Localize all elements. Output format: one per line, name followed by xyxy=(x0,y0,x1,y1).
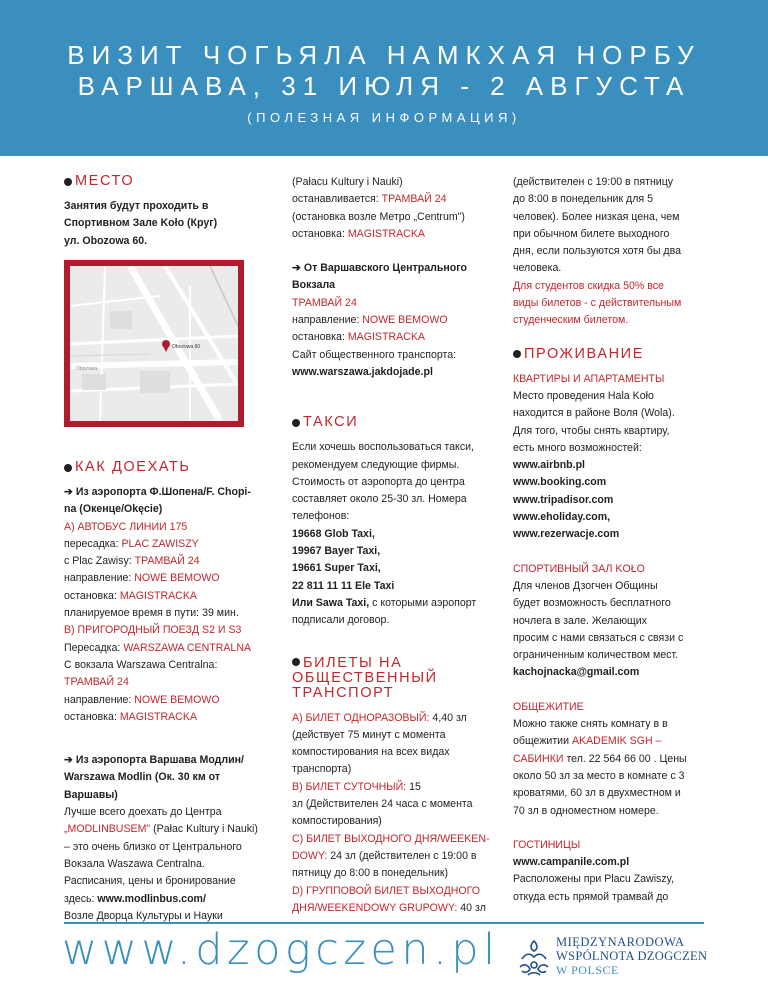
hall-text-3: ночлега в зале. Желающих xyxy=(513,614,647,627)
page-subtitle: (ПОЛЕЗНАЯ ИНФОРМАЦИЯ) xyxy=(247,110,521,125)
transport-site-label: Сайт общественного транспорта: xyxy=(292,348,457,361)
ticket-a: А) БИЛЕТ ОДНОРАЗОВЫЙ: 4,40 зл xyxy=(292,711,467,724)
jakdojade-link[interactable]: www.warszawa.jakdojade.pl xyxy=(292,365,433,378)
taxi-number-5: Или Sawa Taxi, с которыми аэропорт xyxy=(292,596,477,609)
taxi-number-4: 22 811 11 11 Ele Taxi xyxy=(292,579,395,592)
bullet-icon xyxy=(292,419,300,427)
section-heading-accommodation: ПРОЖИВАНИЕ xyxy=(513,347,713,362)
ticket-d: D) ГРУППОВОЙ БИЛЕТ ВЫХОДНОГО xyxy=(292,884,481,897)
stop-1: остановка: MAGISTRACKA xyxy=(64,589,197,602)
logo-text-line2: WSPÓLNOTA DZOGCZEN xyxy=(556,949,708,963)
hall-text-1: Для членов Дзогчен Общины xyxy=(513,579,658,592)
dorm-text-3: САБИНКИ тел. 22 564 66 00 . Цены xyxy=(513,752,687,765)
ticket-b-3: компостирования) xyxy=(292,815,382,828)
page-title-line1: ВИЗИТ ЧОГЬЯЛА НАМКХАЯ НОРБУ xyxy=(67,40,701,70)
train-line: B) ПРИГОРОДНЫЙ ПОЕЗД S2 И S3 xyxy=(64,624,242,637)
modlin-text-1: Лучше всего доехать до Центра xyxy=(64,806,222,819)
section-heading-place: МЕСТО xyxy=(64,174,264,189)
arrow-right-icon: ➔ xyxy=(64,754,76,767)
modlinbus-link[interactable]: www.modlinbus.com/ xyxy=(97,892,206,905)
bullet-icon xyxy=(64,464,72,472)
stop-2: остановка: MAGISTRACKA xyxy=(64,710,197,723)
how-to-get-section xyxy=(64,460,264,925)
arrow-right-icon: ➔ xyxy=(292,262,304,275)
rezerwacje-link[interactable]: www.rezerwacje.com xyxy=(513,528,620,541)
modlin-text-5: Расписания, цены и бронирование xyxy=(64,875,236,888)
taxi-text-4: составляет около 25-30 зл. Номера xyxy=(292,493,467,506)
col3-text-1: (действителен с 19:00 в пятницу xyxy=(513,176,674,188)
modlin-heading-3: Варшавы) xyxy=(64,788,118,801)
from-plac: с Plac Zawisy: ТРАМВАЙ 24 xyxy=(64,555,200,568)
dorm-text-6: 70 зл в одноместном номере. xyxy=(513,804,659,817)
subheading-sports-hall: СПОРТИВНЫЙ ЗАЛ KOŁO xyxy=(513,562,645,575)
campanile-link[interactable]: www.campanile.com.pl xyxy=(513,856,630,869)
col3-text-2: до 8:00 в понедельник для 5 xyxy=(513,193,653,206)
col3-text-5: дня, если пользуются хотя бы два xyxy=(513,245,682,258)
ticket-a-2: (действует 75 минут с момента xyxy=(292,728,446,741)
logo-text-line3: W POLSCE xyxy=(556,963,619,977)
location-map[interactable] xyxy=(64,260,244,427)
logo-text-line1: MIĘDZYNARODOWA xyxy=(556,935,685,949)
tripadvisor-link[interactable]: www.tripadisor.com xyxy=(513,493,614,506)
col2-text-3: (остановка возле Метро „Centrum") xyxy=(292,210,465,223)
section-heading-how: КАК ДОЕХАТЬ xyxy=(64,460,264,475)
ticket-c-3: пятницу до 8:00 в понедельник) xyxy=(292,867,449,880)
page-title-line2: ВАРШАВА, 31 ИЮЛЯ - 2 АВГУСТА xyxy=(77,71,691,101)
place-line3: ул. Obozowa 60. xyxy=(64,234,148,247)
central-tram: ТРАМВАЙ 24 xyxy=(292,296,357,309)
bullet-icon xyxy=(292,658,300,666)
modlin-text-7: Возле Дворца Культуры и Науки xyxy=(64,909,223,922)
taxi-text-2: рекомендуем следующие фирмы. xyxy=(292,458,460,471)
place-line2: Спортивном Зале Koło (Круг) xyxy=(64,217,218,230)
dorm-text-5: кроватями, 60 зл в двухместном и xyxy=(513,787,681,800)
footer-divider xyxy=(64,922,704,924)
map-graphic xyxy=(70,266,238,421)
direction-2: направление: NOWE BEMOWO xyxy=(64,693,220,706)
modlin-text-3: – это очень близко от Центрального xyxy=(64,840,242,853)
modlin-heading-2: Warszawa Modlin (Ок. 30 км от xyxy=(64,771,221,784)
airport-chopin-heading: ➔ Из аэропорта Ф.Шопена/F. Chopi- xyxy=(64,486,251,498)
apartments-text-3: Для того, чтобы снять квартиру, xyxy=(513,424,670,437)
taxi-text-1: Если хочешь воспользоваться такси, xyxy=(292,441,474,454)
tram-24: ТРАМВАЙ 24 xyxy=(64,676,129,689)
student-note-1: Для студентов скидка 50% все xyxy=(513,279,664,292)
central-direction: направление: NOWE BEMOWO xyxy=(292,314,448,327)
modlin-heading: ➔ Из аэропорта Варшава Модлин/ xyxy=(64,754,244,767)
hotels-text-1: Расположены при Placu Zawiszy, xyxy=(513,873,675,886)
taxi-number-3: 19661 Super Taxi, xyxy=(292,562,381,575)
central-heading-2: Вокзала xyxy=(292,279,336,292)
bullet-icon xyxy=(64,178,72,186)
community-logo xyxy=(516,935,706,981)
transfer-2: Пересадка: WARSZAWA CENTRALNA xyxy=(64,641,252,654)
header-banner xyxy=(0,0,768,156)
apartments-text-1: Место проведения Hala Koło xyxy=(513,389,654,402)
hotels-text-2: откуда есть прямой трамвай до xyxy=(513,890,669,903)
eholiday-link[interactable]: www.eholiday.com, xyxy=(513,511,611,524)
central-heading: ➔ От Варшавского Центрального xyxy=(292,262,467,275)
dorm-text-1: Можно также снять комнату в в xyxy=(513,718,668,731)
dzogchen-community-emblem-icon xyxy=(516,937,552,979)
central-stop: остановка: MAGISTRACKA xyxy=(292,331,425,344)
section-heading-taxi: ТАКСИ xyxy=(292,415,492,430)
taxi-number-1: 19668 Glob Taxi, xyxy=(292,527,375,540)
contact-email-link[interactable]: kachojnacka@gmail.com xyxy=(513,666,640,679)
direction-1: направление: NOWE BEMOWO xyxy=(64,572,220,585)
modlin-text-2: „MODLINBUSEM" (Pałac Kultury i Nauki) xyxy=(64,823,258,836)
col2-text-1: (Pałacu Kultury i Nauki) xyxy=(292,176,403,188)
arrow-right-icon: ➔ xyxy=(64,486,76,498)
ticket-d-2: ДНЯ/WEEKENDOWY GRUPOWY: 40 зл xyxy=(292,901,486,914)
airport-chopin-heading-2: na (Окенце/Okęcie) xyxy=(64,503,163,516)
transfer-1: пересадка: PLAC ZAWISZY xyxy=(64,537,199,550)
col3-text-6: человека. xyxy=(513,262,562,275)
travel-time: планируемое время в пути: 39 мин. xyxy=(64,607,239,620)
taxi-text-5: телефонов: xyxy=(292,510,350,523)
apartments-text-4: есть много возможностей: xyxy=(513,441,642,454)
ticket-a-3: компостирования на всех видах xyxy=(292,746,450,759)
ticket-c-2: DOWY: 24 зл (действителен с 19:00 в xyxy=(292,849,477,862)
column-right xyxy=(513,174,713,906)
hall-text-5: ограниченным количеством мест. xyxy=(513,649,679,662)
modlin-text-6: здесь: www.modlinbus.com/ xyxy=(64,892,206,905)
taxi-text-3: Стоимость от аэропорта до центра xyxy=(292,475,465,488)
dorm-text-2: общежитии AKADEMIK SGH – xyxy=(513,735,662,748)
booking-link[interactable]: www.booking.com xyxy=(513,476,607,489)
column-middle xyxy=(292,174,492,917)
col3-text-4: при обычном билете выходного xyxy=(513,227,670,240)
dorm-text-4: около 50 зл за место в комнате с 3 xyxy=(513,769,685,782)
apartments-text-2: находится в районе Воля (Wola). xyxy=(513,407,675,420)
map-street-label: Obozowa xyxy=(76,366,98,372)
student-note-3: студенческим билетом. xyxy=(513,314,629,327)
bus-line: А) АВТОБУС ЛИНИИ 175 xyxy=(64,520,188,533)
section-heading-tickets: БИЛЕТЫ НА ОБЩЕСТВЕННЫЙ ТРАНСПОРТ xyxy=(292,654,438,701)
col2-text-4: остановка: MAGISTRACKA xyxy=(292,227,425,240)
student-note-2: виды билетов - с действительным xyxy=(513,297,682,310)
ticket-a-4: транспорта) xyxy=(292,763,352,776)
ticket-c: C) БИЛЕТ ВЫХОДНОГО ДНЯ/WEEKEN- xyxy=(292,832,490,845)
taxi-text-6: подписали договор. xyxy=(292,614,390,627)
ticket-b: B) БИЛЕТ СУТОЧНЫЙ: 15 xyxy=(292,780,421,793)
subheading-apartments: КВАРТИРЫ И АПАРТАМЕНТЫ xyxy=(513,372,665,385)
col2-text-2: останавливается: ТРАМВАЙ 24 xyxy=(292,193,447,206)
subheading-hotels: ГОСТИНИЦЫ xyxy=(513,838,581,851)
ticket-b-2: зл (Действителен 24 часа с момента xyxy=(292,798,473,811)
subheading-dormitory: ОБЩЕЖИТИЕ xyxy=(513,700,584,713)
col3-text-3: человек). Более низкая цена, чем xyxy=(513,210,680,223)
modlin-text-4: Вокзала Waszawa Centralna. xyxy=(64,857,205,870)
taxi-number-2: 19967 Bayer Taxi, xyxy=(292,545,381,558)
from-central: С вокзала Warszawa Centralna: xyxy=(64,658,218,671)
column-left xyxy=(64,174,264,250)
hall-text-2: будет возможность бесплатного xyxy=(513,597,671,610)
hall-text-4: просим с нами связаться с связи с xyxy=(513,631,684,644)
map-place-label: Obozowa 60 xyxy=(172,344,201,350)
footer-website-link[interactable]: www.dzogczen.pl xyxy=(62,925,500,975)
bullet-icon xyxy=(513,350,521,358)
airbnb-link[interactable]: www.airbnb.pl xyxy=(513,459,585,472)
place-line1: Занятия будут проходить в xyxy=(64,200,209,212)
